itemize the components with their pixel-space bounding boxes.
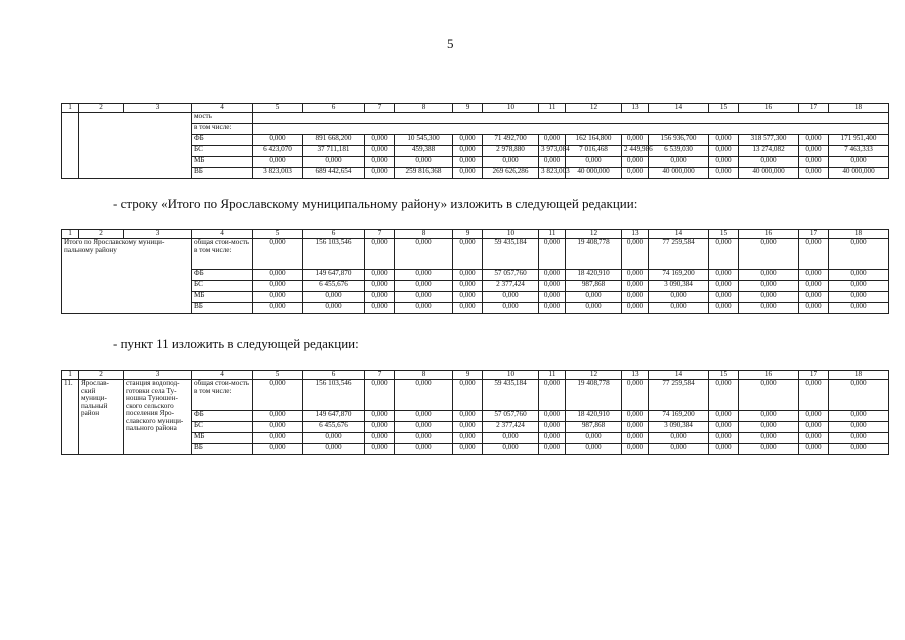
value-cell: 0,000 bbox=[799, 380, 829, 411]
value-cell: 0,000 bbox=[829, 292, 889, 303]
value-cell: 2 978,880 bbox=[483, 146, 539, 157]
value-cell: 10 545,300 bbox=[395, 135, 453, 146]
value-cell: 0,000 bbox=[483, 303, 539, 314]
table-item-11 bbox=[61, 370, 889, 455]
value-cell: 2 377,424 bbox=[483, 422, 539, 433]
table-row bbox=[62, 113, 889, 124]
instruction-item-11: - пункт 11 изложить в следующей редакции: bbox=[113, 336, 359, 351]
value-cell: 0,000 bbox=[739, 239, 799, 270]
value-cell: 6 423,070 bbox=[253, 146, 303, 157]
column-number: 17 bbox=[799, 371, 829, 380]
value-cell: 0,000 bbox=[709, 157, 739, 168]
value-cell: 0,000 bbox=[566, 292, 622, 303]
value-cell: 0,000 bbox=[453, 146, 483, 157]
value-cell: 6 455,676 bbox=[303, 281, 365, 292]
value-cell: 0,000 bbox=[253, 411, 303, 422]
value-cell: 0,000 bbox=[829, 157, 889, 168]
column-number: 12 bbox=[566, 371, 622, 380]
value-cell: 40 000,000 bbox=[649, 168, 709, 179]
value-cell: 0,000 bbox=[253, 303, 303, 314]
value-cell: 0,000 bbox=[365, 380, 395, 411]
value-cell: 0,000 bbox=[395, 292, 453, 303]
value-cell: 459,388 bbox=[395, 146, 453, 157]
value-cell: 40 000,000 bbox=[829, 168, 889, 179]
value-cell: 0,000 bbox=[539, 292, 566, 303]
blank-values bbox=[253, 124, 889, 135]
value-cell: 162 164,800 bbox=[566, 135, 622, 146]
value-cell: 0,000 bbox=[453, 270, 483, 281]
value-cell: 0,000 bbox=[829, 270, 889, 281]
value-cell: 0,000 bbox=[566, 433, 622, 444]
value-cell: 0,000 bbox=[829, 380, 889, 411]
column-number: 14 bbox=[649, 230, 709, 239]
value-cell: 0,000 bbox=[365, 411, 395, 422]
value-cell: 0,000 bbox=[453, 239, 483, 270]
total-cost-label: общая стои-мость в том числе: bbox=[192, 380, 253, 411]
value-cell: 0,000 bbox=[739, 270, 799, 281]
value-cell: 59 435,184 bbox=[483, 239, 539, 270]
value-cell: 0,000 bbox=[539, 281, 566, 292]
column-number: 10 bbox=[483, 371, 539, 380]
column-number: 1 bbox=[62, 230, 79, 239]
funding-source: БС bbox=[192, 422, 253, 433]
value-cell: 171 951,400 bbox=[829, 135, 889, 146]
value-cell: 0,000 bbox=[739, 281, 799, 292]
blank-values bbox=[253, 113, 889, 124]
value-cell: 0,000 bbox=[253, 270, 303, 281]
value-cell: 0,000 bbox=[395, 239, 453, 270]
value-cell: 0,000 bbox=[539, 157, 566, 168]
value-cell: 77 259,584 bbox=[649, 239, 709, 270]
value-cell: 0,000 bbox=[739, 303, 799, 314]
value-cell: 0,000 bbox=[799, 157, 829, 168]
funding-source: МБ bbox=[192, 433, 253, 444]
value-cell: 0,000 bbox=[622, 270, 649, 281]
value-cell: 0,000 bbox=[622, 303, 649, 314]
value-cell: 74 169,200 bbox=[649, 411, 709, 422]
value-cell: 0,000 bbox=[709, 168, 739, 179]
value-cell: 0,000 bbox=[395, 380, 453, 411]
page-number: 5 bbox=[447, 36, 454, 51]
value-cell: 0,000 bbox=[709, 444, 739, 455]
column-number: 13 bbox=[622, 104, 649, 113]
value-cell: 0,000 bbox=[483, 292, 539, 303]
value-cell: 77 259,584 bbox=[649, 380, 709, 411]
instruction-total-row: - строку «Итого по Ярославскому муниципальному району» изложить в следующей редакции: bbox=[113, 196, 638, 211]
value-cell: 0,000 bbox=[622, 380, 649, 411]
value-cell: 689 442,654 bbox=[303, 168, 365, 179]
value-cell: 0,000 bbox=[539, 135, 566, 146]
value-cell: 13 274,082 bbox=[739, 146, 799, 157]
value-cell: 0,000 bbox=[799, 239, 829, 270]
value-cell: 0,000 bbox=[453, 157, 483, 168]
column-number: 3 bbox=[124, 230, 192, 239]
column-number: 11 bbox=[539, 230, 566, 239]
value-cell: 0,000 bbox=[365, 281, 395, 292]
value-cell: 0,000 bbox=[829, 411, 889, 422]
value-cell: 0,000 bbox=[539, 380, 566, 411]
value-cell: 0,000 bbox=[622, 422, 649, 433]
column-number: 4 bbox=[192, 104, 253, 113]
value-cell: 0,000 bbox=[539, 433, 566, 444]
value-cell: 0,000 bbox=[739, 157, 799, 168]
value-cell: 19 408,778 bbox=[566, 239, 622, 270]
value-cell: 40 000,000 bbox=[739, 168, 799, 179]
value-cell: 59 435,184 bbox=[483, 380, 539, 411]
value-cell: 0,000 bbox=[365, 239, 395, 270]
value-cell: 156 103,546 bbox=[303, 239, 365, 270]
value-cell: 0,000 bbox=[453, 433, 483, 444]
value-cell: 0,000 bbox=[253, 135, 303, 146]
funding-source: ВБ bbox=[192, 168, 253, 179]
column-number: 8 bbox=[395, 371, 453, 380]
value-cell: 0,000 bbox=[453, 444, 483, 455]
value-cell: 0,000 bbox=[829, 444, 889, 455]
column-number: 10 bbox=[483, 104, 539, 113]
cost-label: мость bbox=[192, 113, 253, 124]
value-cell: 0,000 bbox=[253, 444, 303, 455]
column-number: 4 bbox=[192, 230, 253, 239]
value-cell: 0,000 bbox=[709, 411, 739, 422]
value-cell: 3 090,384 bbox=[649, 422, 709, 433]
value-cell: 7 463,333 bbox=[829, 146, 889, 157]
value-cell: 0,000 bbox=[799, 168, 829, 179]
value-cell: 6 455,676 bbox=[303, 422, 365, 433]
funding-source: БС bbox=[192, 146, 253, 157]
column-number: 14 bbox=[649, 104, 709, 113]
column-number: 8 bbox=[395, 104, 453, 113]
value-cell: 0,000 bbox=[649, 292, 709, 303]
value-cell: 0,000 bbox=[395, 270, 453, 281]
value-cell: 0,000 bbox=[365, 303, 395, 314]
value-cell: 0,000 bbox=[453, 135, 483, 146]
value-cell: 987,868 bbox=[566, 281, 622, 292]
value-cell: 0,000 bbox=[303, 433, 365, 444]
value-cell: 0,000 bbox=[365, 146, 395, 157]
value-cell: 0,000 bbox=[539, 411, 566, 422]
value-cell: 0,000 bbox=[829, 303, 889, 314]
column-number: 8 bbox=[395, 230, 453, 239]
value-cell: 7 016,468 bbox=[566, 146, 622, 157]
cost-label: в том числе: bbox=[192, 124, 253, 135]
column-number: 12 bbox=[566, 104, 622, 113]
column-number: 6 bbox=[303, 104, 365, 113]
value-cell: 0,000 bbox=[483, 157, 539, 168]
value-cell: 0,000 bbox=[566, 444, 622, 455]
value-cell: 0,000 bbox=[829, 239, 889, 270]
value-cell: 3 823,003 bbox=[253, 168, 303, 179]
column-number: 2 bbox=[79, 230, 124, 239]
value-cell: 0,000 bbox=[622, 135, 649, 146]
value-cell: 269 626,286 bbox=[483, 168, 539, 179]
value-cell: 0,000 bbox=[253, 239, 303, 270]
column-number: 16 bbox=[739, 371, 799, 380]
column-number: 17 bbox=[799, 230, 829, 239]
column-number: 7 bbox=[365, 230, 395, 239]
value-cell: 0,000 bbox=[395, 157, 453, 168]
value-cell: 0,000 bbox=[453, 281, 483, 292]
value-cell: 0,000 bbox=[453, 168, 483, 179]
funding-source: ФБ bbox=[192, 270, 253, 281]
value-cell: 0,000 bbox=[453, 380, 483, 411]
column-number: 16 bbox=[739, 104, 799, 113]
value-cell: 18 420,910 bbox=[566, 411, 622, 422]
value-cell: 0,000 bbox=[253, 281, 303, 292]
value-cell: 0,000 bbox=[709, 422, 739, 433]
value-cell: 3 973,084 bbox=[539, 146, 566, 157]
column-number: 10 bbox=[483, 230, 539, 239]
column-number: 12 bbox=[566, 230, 622, 239]
column-number: 5 bbox=[253, 371, 303, 380]
table-district-total bbox=[61, 229, 889, 314]
value-cell: 0,000 bbox=[622, 292, 649, 303]
value-cell: 0,000 bbox=[539, 444, 566, 455]
item-number-cell bbox=[62, 113, 79, 179]
total-cost-label: общая стои-мость в том числе: bbox=[192, 239, 253, 270]
value-cell: 2 377,424 bbox=[483, 281, 539, 292]
column-number: 6 bbox=[303, 371, 365, 380]
value-cell: 0,000 bbox=[365, 433, 395, 444]
funding-source: ФБ bbox=[192, 135, 253, 146]
value-cell: 0,000 bbox=[709, 281, 739, 292]
value-cell: 259 816,368 bbox=[395, 168, 453, 179]
value-cell: 0,000 bbox=[365, 270, 395, 281]
value-cell: 0,000 bbox=[365, 422, 395, 433]
value-cell: 0,000 bbox=[649, 433, 709, 444]
value-cell: 0,000 bbox=[395, 422, 453, 433]
value-cell: 0,000 bbox=[539, 303, 566, 314]
value-cell: 0,000 bbox=[829, 422, 889, 433]
column-number: 3 bbox=[124, 104, 192, 113]
value-cell: 0,000 bbox=[739, 292, 799, 303]
value-cell: 0,000 bbox=[365, 157, 395, 168]
value-cell: 57 057,760 bbox=[483, 270, 539, 281]
value-cell: 0,000 bbox=[709, 239, 739, 270]
value-cell: 0,000 bbox=[709, 146, 739, 157]
district-name: Ярослав-ский муници-пальный район bbox=[79, 380, 124, 455]
value-cell: 0,000 bbox=[253, 422, 303, 433]
value-cell: 0,000 bbox=[709, 433, 739, 444]
value-cell: 0,000 bbox=[253, 292, 303, 303]
value-cell: 0,000 bbox=[622, 444, 649, 455]
funding-source: БС bbox=[192, 281, 253, 292]
column-number: 15 bbox=[709, 104, 739, 113]
value-cell: 0,000 bbox=[799, 303, 829, 314]
value-cell: 0,000 bbox=[739, 380, 799, 411]
value-cell: 987,868 bbox=[566, 422, 622, 433]
value-cell: 0,000 bbox=[622, 411, 649, 422]
value-cell: 0,000 bbox=[539, 422, 566, 433]
column-number: 11 bbox=[539, 104, 566, 113]
column-number: 1 bbox=[62, 104, 79, 113]
value-cell: 40 000,000 bbox=[566, 168, 622, 179]
value-cell: 0,000 bbox=[395, 411, 453, 422]
column-number: 9 bbox=[453, 104, 483, 113]
value-cell: 0,000 bbox=[365, 168, 395, 179]
value-cell: 0,000 bbox=[303, 292, 365, 303]
funding-source: ФБ bbox=[192, 411, 253, 422]
column-number: 5 bbox=[253, 104, 303, 113]
column-number: 11 bbox=[539, 371, 566, 380]
value-cell: 0,000 bbox=[303, 157, 365, 168]
value-cell: 0,000 bbox=[649, 157, 709, 168]
value-cell: 0,000 bbox=[395, 281, 453, 292]
item-number: 11. bbox=[62, 380, 79, 455]
column-number: 9 bbox=[453, 230, 483, 239]
value-cell: 0,000 bbox=[395, 444, 453, 455]
column-number: 1 bbox=[62, 371, 79, 380]
value-cell: 0,000 bbox=[622, 281, 649, 292]
value-cell: 0,000 bbox=[799, 270, 829, 281]
column-number: 9 bbox=[453, 371, 483, 380]
column-number: 16 bbox=[739, 230, 799, 239]
district-cell bbox=[79, 113, 192, 179]
value-cell: 0,000 bbox=[622, 157, 649, 168]
column-number: 14 bbox=[649, 371, 709, 380]
value-cell: 0,000 bbox=[709, 292, 739, 303]
column-number-row bbox=[62, 104, 889, 113]
value-cell: 37 711,181 bbox=[303, 146, 365, 157]
value-cell: 18 420,910 bbox=[566, 270, 622, 281]
value-cell: 0,000 bbox=[566, 303, 622, 314]
value-cell: 0,000 bbox=[566, 157, 622, 168]
value-cell: 149 647,870 bbox=[303, 411, 365, 422]
value-cell: 57 057,760 bbox=[483, 411, 539, 422]
value-cell: 891 668,200 bbox=[303, 135, 365, 146]
column-number: 6 bbox=[303, 230, 365, 239]
value-cell: 0,000 bbox=[799, 433, 829, 444]
value-cell: 0,000 bbox=[365, 135, 395, 146]
column-number: 13 bbox=[622, 371, 649, 380]
value-cell: 0,000 bbox=[709, 303, 739, 314]
funding-source: МБ bbox=[192, 292, 253, 303]
column-number: 2 bbox=[79, 104, 124, 113]
value-cell: 0,000 bbox=[539, 239, 566, 270]
value-cell: 0,000 bbox=[253, 380, 303, 411]
value-cell: 0,000 bbox=[395, 433, 453, 444]
value-cell: 71 492,700 bbox=[483, 135, 539, 146]
value-cell: 0,000 bbox=[799, 444, 829, 455]
value-cell: 0,000 bbox=[649, 303, 709, 314]
value-cell: 3 090,384 bbox=[649, 281, 709, 292]
column-number: 5 bbox=[253, 230, 303, 239]
value-cell: 0,000 bbox=[709, 270, 739, 281]
column-number: 18 bbox=[829, 104, 889, 113]
funding-source: МБ bbox=[192, 157, 253, 168]
value-cell: 0,000 bbox=[453, 292, 483, 303]
value-cell: 0,000 bbox=[649, 444, 709, 455]
column-number: 3 bbox=[124, 371, 192, 380]
value-cell: 0,000 bbox=[483, 433, 539, 444]
value-cell: 156 936,700 bbox=[649, 135, 709, 146]
value-cell: 0,000 bbox=[539, 270, 566, 281]
column-number: 7 bbox=[365, 371, 395, 380]
value-cell: 0,000 bbox=[829, 281, 889, 292]
value-cell: 0,000 bbox=[829, 433, 889, 444]
value-cell: 0,000 bbox=[622, 239, 649, 270]
value-cell: 0,000 bbox=[709, 135, 739, 146]
value-cell: 0,000 bbox=[365, 444, 395, 455]
value-cell: 0,000 bbox=[395, 303, 453, 314]
value-cell: 0,000 bbox=[253, 433, 303, 444]
value-cell: 0,000 bbox=[622, 168, 649, 179]
value-cell: 156 103,546 bbox=[303, 380, 365, 411]
district-total-name: Итого по Ярославскому муници-пальному району bbox=[62, 239, 192, 314]
object-name: станция водопод-готовки села Ту-ношна Туношен-ского сельского поселения Яро-славского муници-пального района bbox=[124, 380, 192, 455]
column-number: 15 bbox=[709, 371, 739, 380]
value-cell: 74 169,200 bbox=[649, 270, 709, 281]
column-number: 15 bbox=[709, 230, 739, 239]
value-cell: 0,000 bbox=[799, 281, 829, 292]
value-cell: 19 408,778 bbox=[566, 380, 622, 411]
value-cell: 0,000 bbox=[303, 444, 365, 455]
value-cell: 318 577,300 bbox=[739, 135, 799, 146]
value-cell: 6 539,030 bbox=[649, 146, 709, 157]
value-cell: 0,000 bbox=[799, 411, 829, 422]
value-cell: 0,000 bbox=[739, 444, 799, 455]
value-cell: 0,000 bbox=[483, 444, 539, 455]
value-cell: 149 647,870 bbox=[303, 270, 365, 281]
value-cell: 0,000 bbox=[453, 422, 483, 433]
value-cell: 0,000 bbox=[253, 157, 303, 168]
value-cell: 2 449,986 bbox=[622, 146, 649, 157]
value-cell: 0,000 bbox=[453, 411, 483, 422]
value-cell: 0,000 bbox=[739, 411, 799, 422]
column-number: 4 bbox=[192, 371, 253, 380]
total-row bbox=[62, 380, 889, 411]
value-cell: 3 823,003 bbox=[539, 168, 566, 179]
funding-source: ВБ bbox=[192, 303, 253, 314]
value-cell: 0,000 bbox=[739, 433, 799, 444]
column-number: 17 bbox=[799, 104, 829, 113]
column-number: 18 bbox=[829, 371, 889, 380]
funding-source: ВБ bbox=[192, 444, 253, 455]
column-number: 18 bbox=[829, 230, 889, 239]
value-cell: 0,000 bbox=[799, 422, 829, 433]
value-cell: 0,000 bbox=[799, 292, 829, 303]
value-cell: 0,000 bbox=[303, 303, 365, 314]
total-row bbox=[62, 239, 889, 270]
table-continuation bbox=[61, 103, 889, 179]
column-number: 2 bbox=[79, 371, 124, 380]
value-cell: 0,000 bbox=[739, 422, 799, 433]
value-cell: 0,000 bbox=[799, 146, 829, 157]
value-cell: 0,000 bbox=[622, 433, 649, 444]
value-cell: 0,000 bbox=[799, 135, 829, 146]
value-cell: 0,000 bbox=[709, 380, 739, 411]
column-number: 13 bbox=[622, 230, 649, 239]
value-cell: 0,000 bbox=[453, 303, 483, 314]
value-cell: 0,000 bbox=[365, 292, 395, 303]
column-number: 7 bbox=[365, 104, 395, 113]
